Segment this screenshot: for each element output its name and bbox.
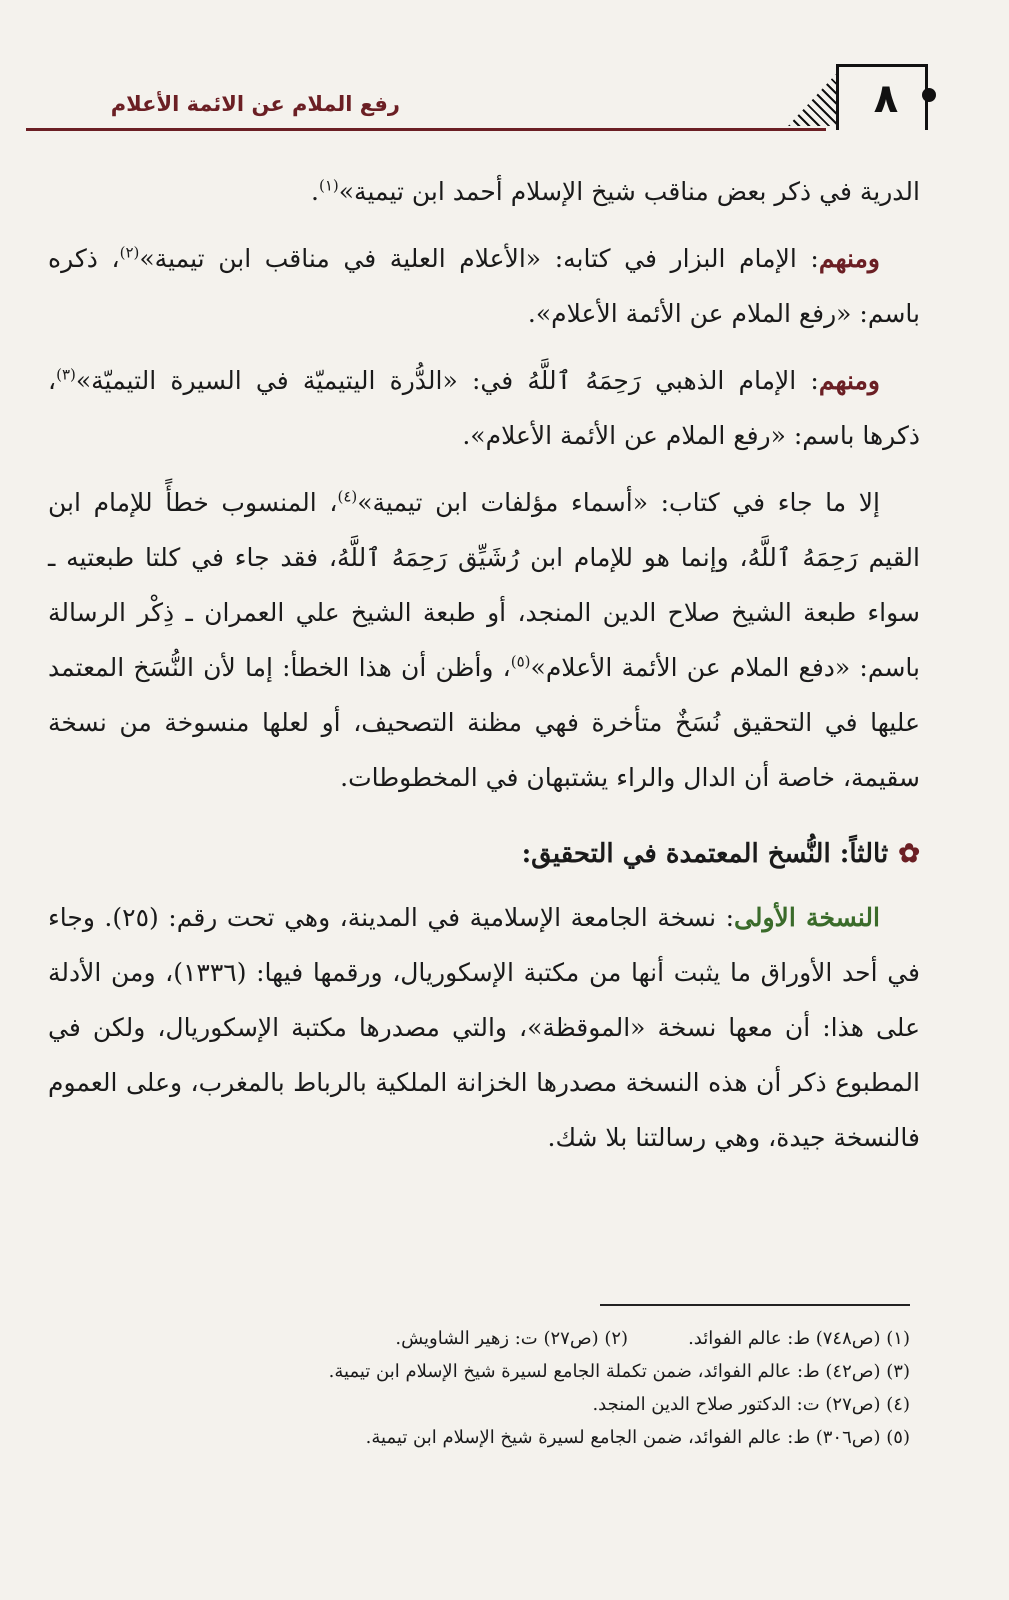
paragraph-1 xyxy=(48,164,920,219)
p5-lead: النسخة الأولى xyxy=(734,903,880,932)
p1-text: الدرية في ذكر بعض مناقب شيخ الإسلام أحمد ابن تيمية» xyxy=(338,177,920,206)
footnote-3: (٣) (ص٤٢) ط: عالم الفوائد، ضمن تكملة الجامع لسيرة شيخ الإسلام ابن تيمية. xyxy=(328,1361,910,1382)
ornament-flower-icon: ✿ xyxy=(898,839,920,869)
footnote-1: (١) (ص٧٤٨) ط: عالم الفوائد. xyxy=(688,1328,910,1349)
p2-lead: ومنهم xyxy=(818,244,880,273)
footnote-row xyxy=(48,1322,910,1355)
footnote-4: (٤) (ص٢٧) ت: الدكتور صلاح الدين المنجد. xyxy=(592,1394,910,1415)
p5-text: : نسخة الجامعة الإسلامية في المدينة، وهي تحت رقم: (٢٥). وجاء في أحد الأوراق ما يثبت أنها من مكتبة الإسكوريال، ورقمها فيها: (١٣٣٦)، ومن الأدلة على هذا: أن معها نسخة «الموقظة»، والتي مصدرها مكتبة الإسكوريال، ولكن في المطبوع ذكر أن هذه النسخة مصدرها الخزانة الملكية بالرباط بالمغرب، وعلى العموم فالنسخة جيدة، وهي رسالتنا بلا شك. xyxy=(48,903,920,1152)
body-text xyxy=(48,164,920,1177)
paragraph-3 xyxy=(48,353,920,463)
p3-text-b: ، ذكرها باسم: «رفع الملام عن الأئمة الأعلام». xyxy=(48,366,920,450)
p2-text-b: ، ذكره باسم: «رفع الملام عن الأئمة الأعلام». xyxy=(48,244,920,328)
p4-text-b: ، المنسوب خطأً للإمام ابن القيم رَحِمَهُ ٱللَّهُ، وإنما هو للإمام ابن رُشَيِّق رَحِمَهُ ٱللَّهُ، فقد جاء في كلتا طبعتيه ـ سواء طبعة الشيخ صلاح الدين المنجد، أو طبعة الشيخ علي العمران ـ ذِكْر الرسالة باسم: «دفع الملام عن الأئمة الأعلام» xyxy=(48,488,920,682)
footnote-ref-3: (٣) xyxy=(56,365,76,384)
paragraph-2 xyxy=(48,231,920,341)
footnote-ref-2: (٢) xyxy=(119,243,140,262)
page-header xyxy=(18,58,930,138)
hatch-ornament xyxy=(788,74,836,126)
footnote-ref-4: (٤) xyxy=(337,487,358,506)
page-number: ٨ xyxy=(873,76,899,122)
page-dot-ornament xyxy=(922,88,936,102)
section-heading-text: ثالثاً: النُّسخ المعتمدة في التحقيق: xyxy=(521,839,889,869)
footnote-ref-1: (١) xyxy=(318,176,339,195)
footnote-separator xyxy=(600,1304,910,1306)
footnote-5: (٥) (ص٣٠٦) ط: عالم الفوائد، ضمن الجامع لسيرة شيخ الإسلام ابن تيمية. xyxy=(365,1427,910,1448)
footnote-ref-5: (٥) xyxy=(510,652,531,671)
p4-text-a: إلا ما جاء في كتاب: «أسماء مؤلفات ابن تيمية» xyxy=(357,488,881,517)
running-title: رفع الملام عن الائمة الأعلام xyxy=(110,92,400,116)
paragraph-4 xyxy=(48,475,920,805)
p3-text-a: : الإمام الذهبي رَحِمَهُ ٱللَّهُ في: «الدُّرة اليتيميّة في السيرة التيميّة» xyxy=(75,366,819,395)
p3-lead: ومنهم xyxy=(818,366,880,395)
footnote-2: (٢) (ص٢٧) ت: زهير الشاويش. xyxy=(395,1328,629,1349)
header-rule xyxy=(26,128,826,131)
footnotes xyxy=(48,1322,910,1454)
section-heading xyxy=(48,827,920,882)
p1-end: . xyxy=(311,177,319,206)
paragraph-5 xyxy=(48,890,920,1165)
p4-text-c: ، وأظن أن هذا الخطأ: إما لأن النُّسَخ المعتمد عليها في التحقيق نُسَخٌ متأخرة فهي مظنة التصحيف، أو لعلها منسوخة من نسخة سقيمة، خاصة أن الدال والراء يشتبهان في المخطوطات. xyxy=(48,653,920,792)
p2-text-a: : الإمام البزار في كتابه: «الأعلام العلية في مناقب ابن تيمية» xyxy=(139,244,819,273)
